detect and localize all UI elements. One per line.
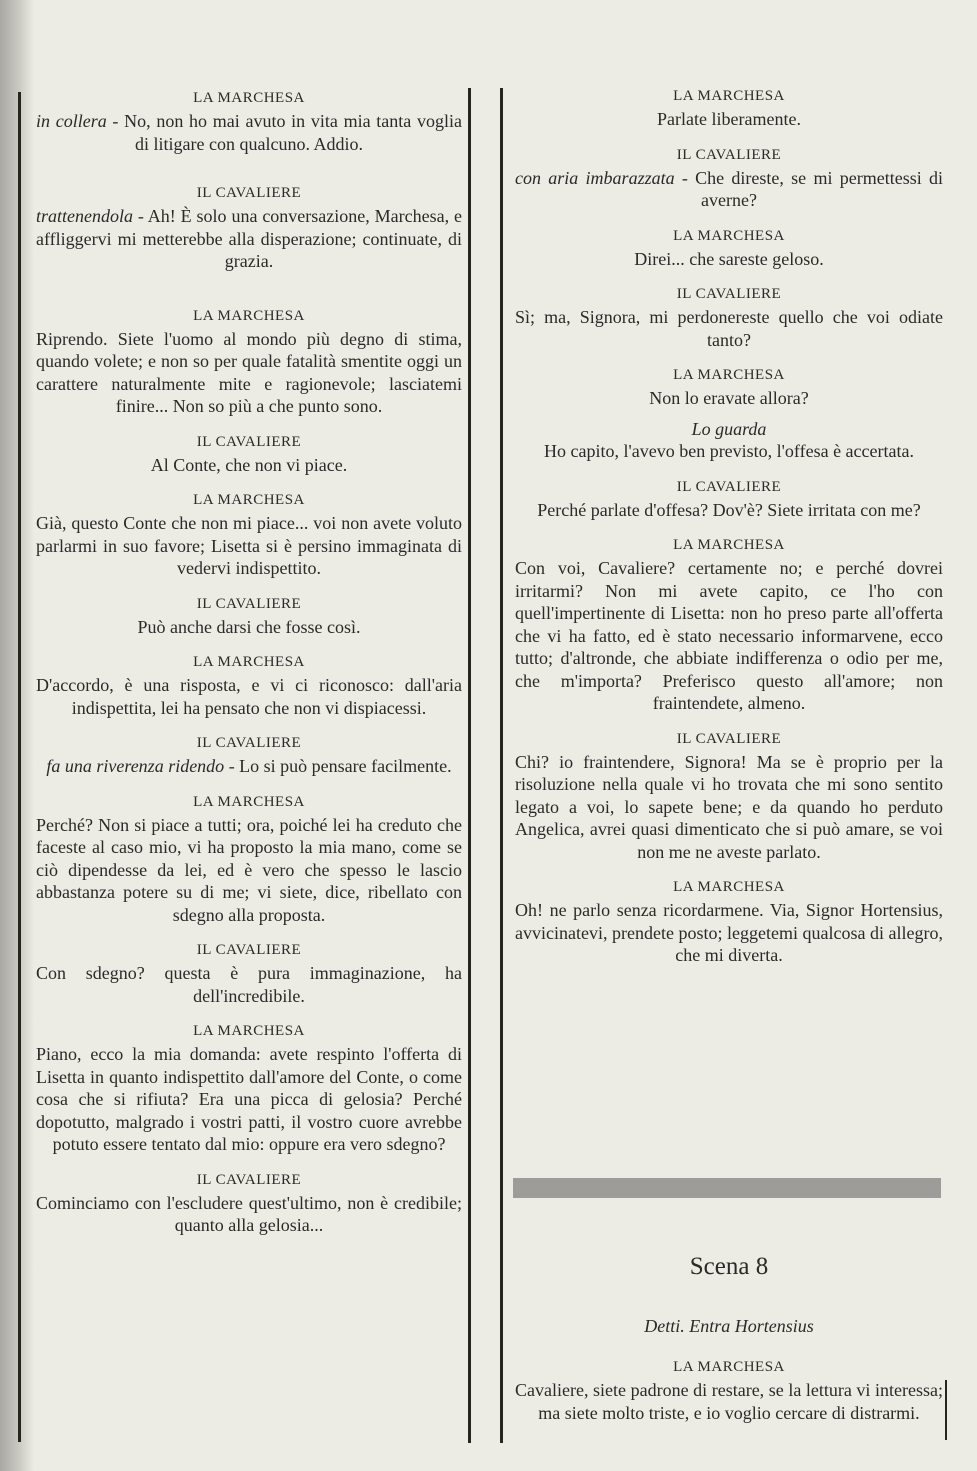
dialogue-block (515, 226, 943, 271)
dialogue-text: Con voi, Cavaliere? certamente no; e perché dovrei irritarmi? Non mi avete capito, ce l'ho con quell'impertinente di Lisetta: non ho preso parte all'offerta che vi ha fatto, ed è stato necessario informarvene, ecco tutto; d'altronde, che abbiate indifferenza o odio per me, che m'importa? Preferisco questo all'amore; non fraintendete, almeno. (515, 558, 943, 713)
dialogue-line (36, 962, 462, 1007)
dialogue-block (515, 535, 943, 715)
dialogue-text: Perché parlate d'offesa? Dov'è? Siete irritata con me? (537, 499, 921, 520)
dialogue-text: Oh! ne parlo senza ricordarmene. Via, Signor Hortensius, avvicinatevi, prendete posto; leggetemi qualcosa di allegro, che mi diverta. (515, 900, 943, 965)
stage-direction: in collera (36, 111, 107, 131)
dialogue-line (515, 1379, 943, 1424)
dialogue-line (515, 167, 943, 212)
dialogue-text: Riprendo. Siete l'uomo al mondo più degno di stima, quando volete; e non so per quale fatalità smentite oggi un carattere naturalmente mite e ragionevole; lasciatemi finire... Non so più a che punto sono. (36, 328, 462, 416)
speaker-name: LA MARCHESA (673, 537, 785, 553)
dialogue-text: D'accordo, è una risposta, e vi ci riconosco: dall'aria indispettita, lei ha pensato che non vi dispiacessi. (36, 675, 462, 718)
stage-direction: trattenendola (36, 206, 133, 226)
dialogue-line (36, 616, 462, 639)
speaker-name: LA MARCHESA (193, 793, 305, 810)
dialogue-line (515, 248, 943, 271)
dialogue-block (36, 733, 462, 778)
speaker-name: IL CAVALIERE (196, 1171, 302, 1188)
scene-title: Scena 8 (689, 1253, 769, 1280)
dialogue-text: Piano, ecco la mia domanda: avete respinto l'offerta di Lisetta in quanto indispettito dall'amore del Conte, o come cosa che si rifiuta? Era una picca di gelosia? Perché dopotutto, malgrado i vostri patti, il vostro cuore avrebbe potuto essere tentato dal mio: oppure era vero sdegno? (36, 1044, 462, 1154)
dialogue-text: - Che direste, se mi permettessi di averne? (674, 167, 943, 210)
dialogue-line (515, 499, 943, 522)
dialogue-block (36, 1170, 462, 1237)
dialogue-text: Al Conte, che non vi piace. (150, 454, 348, 475)
dialogue-line (36, 512, 462, 580)
dialogue-text: Chi? io fraintendere, Signora! Ma se è proprio per la risoluzione nella quale vi ho trovata che mi sono sentito legato a voi, lo sapete bene; e da quando ho perduto Angelica, avrei quasi dimenticato che si può amare, se voi non me ne aveste parlato. (515, 751, 943, 862)
dialogue-text: Parlate liberamente. (657, 109, 801, 129)
dialogue-line (36, 110, 462, 155)
dialogue-block (36, 432, 462, 477)
dialogue-block (515, 365, 943, 410)
stage-direction: Lo guarda (691, 418, 767, 439)
speaker-name: LA MARCHESA (673, 1359, 785, 1375)
speaker-name: IL CAVALIERE (196, 595, 302, 612)
speaker-name: LA MARCHESA (193, 1023, 305, 1039)
stage-direction: con aria imbarazzata (515, 167, 675, 188)
dialogue-block (515, 477, 943, 522)
dialogue-line (515, 899, 943, 967)
page-edge-shadow (0, 0, 34, 1471)
dialogue-block (515, 86, 943, 131)
speaker-name: IL CAVALIERE (676, 730, 782, 747)
dialogue-block (36, 792, 462, 927)
dialogue-text: - Lo si può pensare facilmente. (224, 756, 452, 776)
speaker-name: IL CAVALIERE (196, 433, 302, 450)
dialogue-block (36, 490, 462, 580)
dialogue-line (515, 306, 943, 351)
speaker-name: IL CAVALIERE (676, 478, 782, 495)
dialogue-text: - Ah! È solo una conversazione, Marchesa, e affliggervi mi metterebbe alla disperazione; continuate, di grazia. (36, 206, 462, 271)
scene-subtitle: Detti. Entra Hortensius (644, 1316, 814, 1336)
column-rule-middle-left (468, 88, 471, 1443)
left-column (36, 88, 462, 1237)
dialogue-block (515, 418, 943, 463)
dialogue-text: Direi... che sareste geloso. (634, 248, 824, 269)
speaker-name: LA MARCHESA (193, 654, 305, 670)
dialogue-line (515, 440, 943, 463)
dialogue-line (36, 1043, 462, 1156)
dialogue-block (515, 284, 943, 351)
speaker-name: LA MARCHESA (673, 88, 785, 104)
dialogue-block (36, 652, 462, 719)
scene-divider-bar (513, 1178, 941, 1198)
dialogue-line (36, 454, 462, 477)
speaker-name: LA MARCHESA (193, 90, 305, 106)
dialogue-text: Cavaliere, siete padrone di restare, se la lettura vi interessa; ma siete molto triste, e io voglio cercare di distrarmi. (515, 1380, 943, 1423)
dialogue-block (36, 183, 462, 273)
dialogue-text: Con sdegno? questa è pura immaginazione, ha dell'incredibile. (36, 963, 462, 1006)
dialogue-text: Cominciamo con l'escludere quest'ultimo, non è credibile; quanto alla gelosia... (36, 1192, 462, 1235)
dialogue-text: Già, questo Conte che non mi piace... voi non avete voluto parlarmi in suo favore; Lisetta si è persino immaginata di vedervi indispettito. (36, 513, 462, 578)
speaker-name: LA MARCHESA (673, 879, 785, 895)
dialogue-line (515, 751, 943, 864)
dialogue-block (515, 877, 943, 967)
dialogue-block (36, 940, 462, 1007)
stage-direction: fa una riverenza ridendo (46, 756, 225, 776)
speaker-name: LA MARCHESA (673, 367, 785, 383)
dialogue-text: Sì; ma, Signora, mi perdonereste quello che voi odiate tanto? (515, 307, 943, 350)
dialogue-block (515, 145, 943, 212)
dialogue-line (515, 108, 943, 131)
dialogue-line (36, 328, 462, 418)
dialogue-line (36, 205, 462, 273)
dialogue-line (36, 674, 462, 719)
dialogue-line (515, 387, 943, 410)
dialogue-text: Non lo eravate allora? (649, 388, 809, 408)
dialogue-block (36, 306, 462, 418)
speaker-name: IL CAVALIERE (676, 286, 782, 302)
column-rule-middle-right (500, 88, 503, 1443)
scene-dialogue-block (515, 1357, 943, 1424)
speaker-name: LA MARCHESA (673, 227, 785, 244)
dialogue-text: Può anche darsi che fosse così. (137, 616, 361, 637)
speaker-name: IL CAVALIERE (676, 146, 782, 163)
dialogue-block (515, 729, 943, 864)
speaker-name: IL CAVALIERE (196, 735, 302, 751)
dialogue-block (36, 594, 462, 639)
dialogue-line (36, 814, 462, 927)
dialogue-text: - No, non ho mai avuto in vita mia tanta voglia di litigare con qualcuno. Addio. (106, 111, 462, 154)
dialogue-text: Ho capito, l'avevo ben previsto, l'offesa è accertata. (544, 441, 914, 461)
speaker-name: IL CAVALIERE (196, 185, 302, 201)
speaker-name: IL CAVALIERE (196, 942, 302, 958)
right-column (515, 86, 943, 967)
dialogue-block (36, 1021, 462, 1156)
column-rule-right (945, 1380, 947, 1440)
dialogue-block (36, 88, 462, 155)
dialogue-line (36, 755, 462, 778)
column-rule-left (18, 92, 21, 1442)
dialogue-text: Perché? Non si piace a tutti; ora, poiché lei ha creduto che faceste al caso mio, vi ha proposto la mia mano, come se ciò dipendesse da lei, ed è vero che spesso le lascio abbastanza potere su di me; vi siete, dice, ribellato con sdegno alla proposta. (36, 814, 462, 925)
dialogue-line (515, 557, 943, 715)
speaker-name: LA MARCHESA (193, 307, 305, 324)
speaker-name: LA MARCHESA (193, 492, 305, 508)
dialogue-line (36, 1192, 462, 1237)
